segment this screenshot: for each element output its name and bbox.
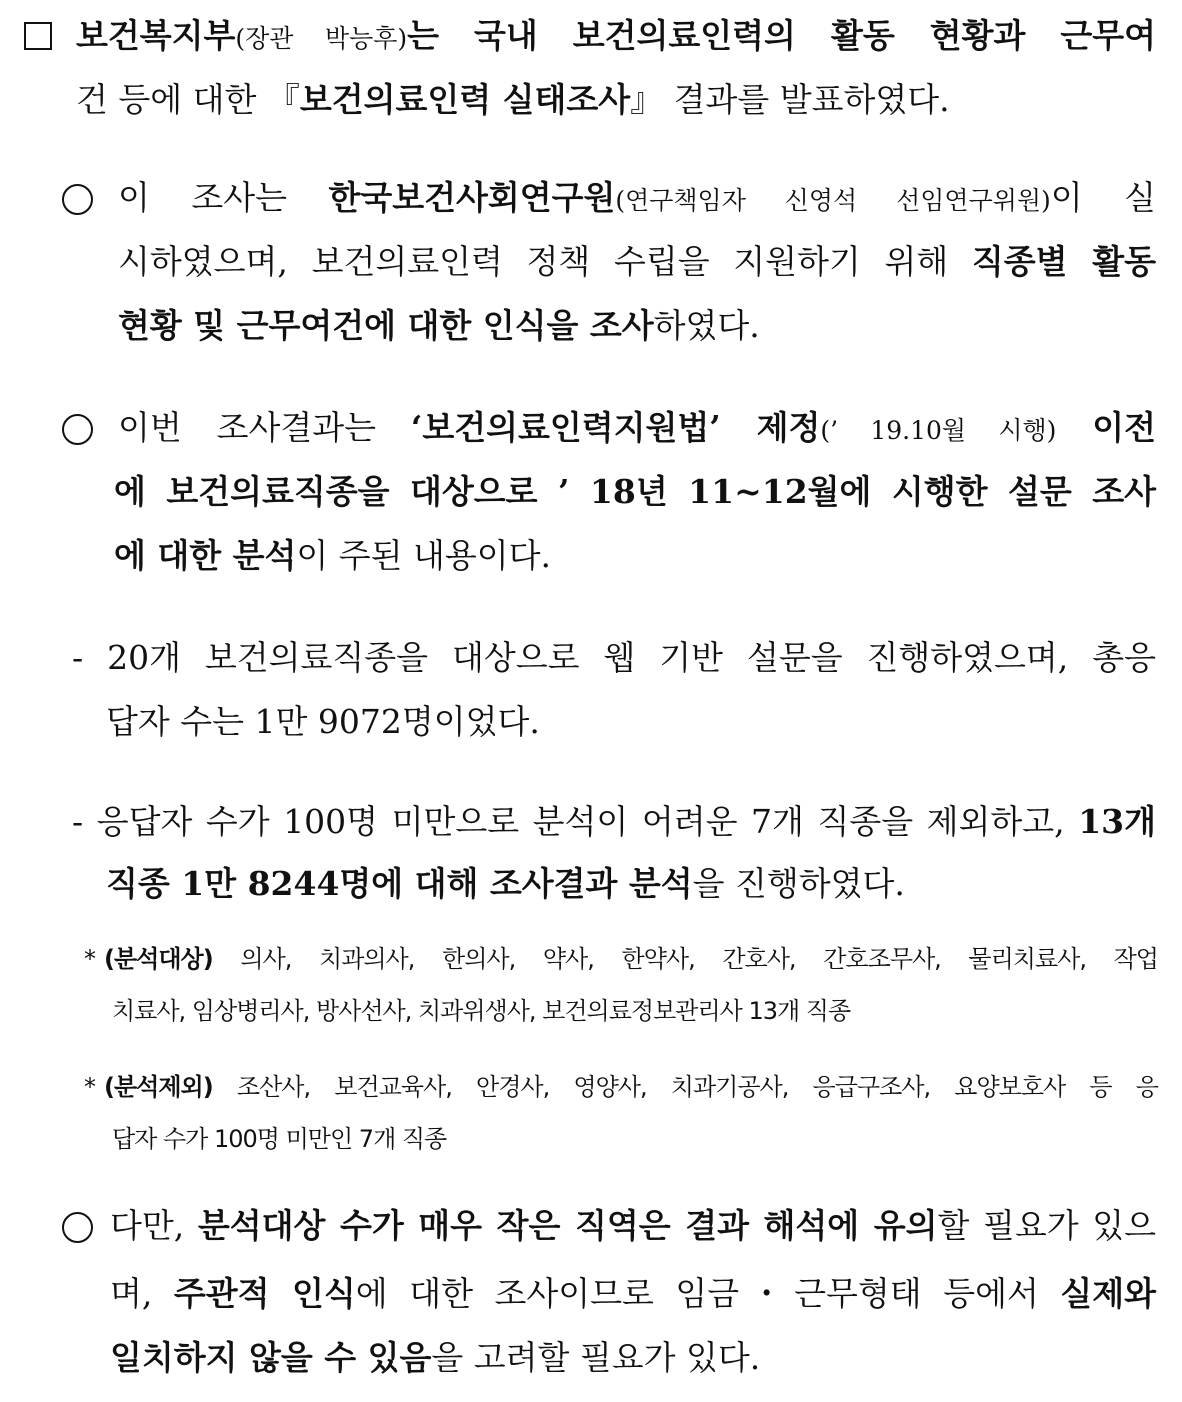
p1-line-1 — [118, 176, 1156, 223]
circle-bullet-icon — [62, 184, 93, 215]
n2-line-2 — [112, 1122, 446, 1156]
text-small: (’ 19.10월 시행) — [820, 416, 1057, 445]
text: 이 주된 내용이다. — [296, 536, 551, 575]
p1-line-3 — [118, 304, 760, 348]
text-bold: 주관적 인식 — [173, 1274, 356, 1313]
text: 에 대한 조사이므로 임금・근무형태 등에서 — [355, 1274, 1061, 1313]
text-bold: 이전 — [1056, 408, 1157, 447]
text: 며, — [110, 1274, 174, 1313]
text: 다만, — [110, 1206, 198, 1245]
text: 이번 조사결과는 — [118, 408, 411, 447]
text: - 응답자 수가 100명 미만으로 분석이 어려운 7개 직종을 제외하고, — [72, 802, 1079, 841]
text-bold: 에 대한 분석 — [114, 536, 297, 575]
text-bold: 직종 1만 8244명에 대해 조사결과 분석 — [106, 864, 693, 903]
p2-line-3 — [114, 534, 551, 578]
circle-bullet-icon — [62, 1212, 93, 1243]
text-bold: 13개 — [1078, 802, 1156, 841]
text-bold: 실제와 — [1060, 1274, 1156, 1313]
p3-line-2 — [110, 1272, 1156, 1316]
text-bold: 는 국내 보건의료인력의 활동 현황과 근무여 — [407, 16, 1156, 55]
text-bold: (분석대상) — [104, 945, 213, 973]
text: 할 필요가 있으 — [937, 1206, 1156, 1245]
p2-line-1 — [118, 406, 1156, 453]
text: 의사, 치과의사, 한의사, 약사, 한약사, 간호사, 간호조무사, 물리치료사, 작업 — [212, 945, 1158, 973]
text-bold: 일치하지 않을 수 있음 — [110, 1338, 432, 1377]
text: 이 실 — [1050, 178, 1156, 217]
text-small: (장관 박능후) — [235, 24, 408, 53]
d1-line-1 — [72, 636, 1156, 680]
intro-line-2 — [76, 78, 950, 122]
n1-line-1 — [104, 942, 1158, 976]
n2-line-1 — [104, 1070, 1158, 1104]
text: 이 조사는 — [118, 178, 329, 217]
text-bold: 한국보건사회연구원 — [328, 178, 616, 217]
text-bold: 분석대상 수가 매우 작은 직역은 결과 해석에 유의 — [197, 1206, 938, 1245]
p3-line-3 — [110, 1336, 760, 1380]
text-bold: 에 보건의료직종을 대상으로 ’ 18년 11~12월에 시행한 설문 조사 — [114, 472, 1156, 511]
text-bold: 현황 및 근무여건에 대한 인식을 조사 — [118, 306, 654, 345]
d2-line-1 — [72, 800, 1156, 844]
d1-line-2 — [106, 700, 540, 744]
asterisk-icon: * — [84, 945, 96, 973]
text: 을 고려할 필요가 있다. — [431, 1338, 761, 1377]
text: 을 진행하였다. — [692, 864, 905, 903]
p3-line-1 — [110, 1204, 1156, 1248]
text-bold: (분석제외) — [104, 1073, 213, 1101]
text-bold: 보건의료인력 실태조사 — [299, 80, 631, 119]
text: 치료사, 임상병리사, 방사선사, 치과위생사, 보건의료정보관리사 13개 직종 — [112, 997, 851, 1025]
text-bold: 보건복지부 — [76, 16, 236, 55]
p1-line-2 — [118, 240, 1156, 284]
text: - 20개 보건의료직종을 대상으로 웹 기반 설문을 진행하였으며, 총응 — [72, 638, 1156, 677]
text: 시하였으며, 보건의료인력 정책 수립을 지원하기 위해 — [118, 242, 972, 281]
text: 조산사, 보건교육사, 안경사, 영양사, 치과기공사, 응급구조사, 요양보호사 등 응 — [212, 1073, 1158, 1101]
text: 답자 수가 100명 미만인 7개 직종 — [112, 1125, 447, 1153]
intro-line-1 — [76, 14, 1156, 61]
circle-bullet-icon — [62, 414, 93, 445]
text: 』 결과를 발표하였다. — [630, 80, 950, 119]
asterisk-icon: * — [84, 1073, 96, 1101]
n1-line-2 — [112, 994, 850, 1028]
square-bullet-icon — [24, 22, 52, 50]
text: 건 등에 대한 『 — [76, 80, 300, 119]
p2-line-2 — [114, 470, 1156, 514]
text-bold: 직종별 활동 — [971, 242, 1156, 281]
text-small: (연구책임자 신영석 선임연구위원) — [615, 186, 1051, 215]
d2-line-2 — [106, 862, 905, 906]
text: 답자 수는 1만 9072명이었다. — [106, 702, 540, 741]
text: 하였다. — [653, 306, 760, 345]
text-bold: ‘보건의료인력지원법’ 제정 — [410, 408, 821, 447]
